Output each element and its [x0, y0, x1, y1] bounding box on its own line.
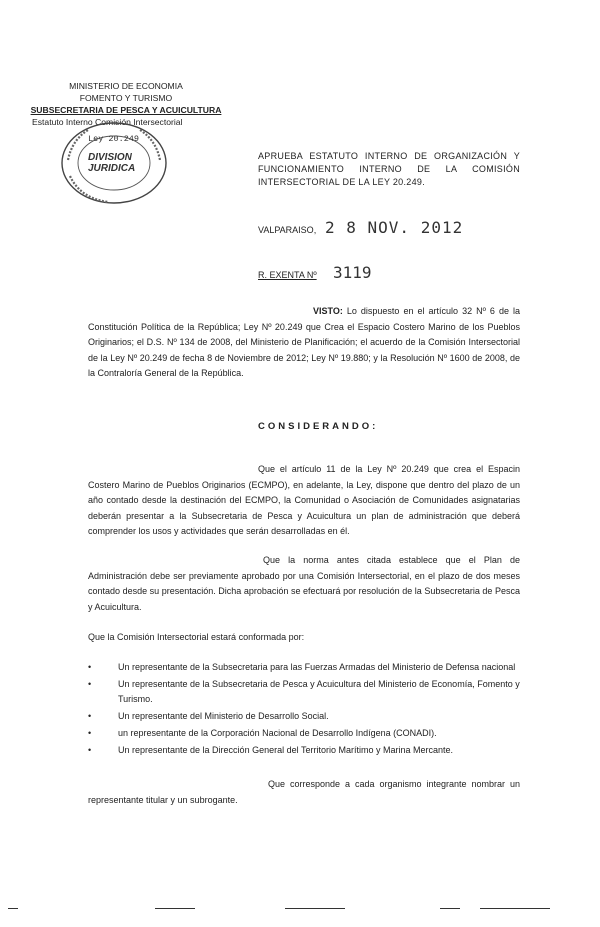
document-title: APRUEBA ESTATUTO INTERNO DE ORGANIZACIÓN Y FUNCIONAMIENTO INTERNO DE LA COMISIÓN INTERSECTORIAL DE LA LEY 20.249.: [258, 151, 520, 187]
footer-divider: [440, 908, 460, 909]
bullet-icon: •: [88, 711, 92, 721]
visto-label: VISTO:: [313, 306, 343, 316]
list-item: [88, 709, 528, 724]
visto-text: Lo dispuesto en el artículo 32 Nº 6 de la Constitución Política de la República; Ley Nº 20.249 que Crea el Espacio Costero Marino de los Pueblos Originarios; el D.S. Nº 134 de 2008, del Ministerio de Planificación; el acuerdo de la Comisión Intersectorial de la Ley Nº 20.249 de fecha 8 de Noviembre de 2012; Ley Nº 19.880; y la Resolución Nº 1600 de 2008, de la Contraloría General de la República.: [88, 306, 520, 378]
footer-divider: [285, 908, 345, 909]
date-handwritten: 2 8 NOV. 2012: [325, 218, 464, 237]
list-item-text: Un representante de la Dirección General del Territorio Marítimo y Marina Mercante.: [118, 745, 453, 755]
list-item-text: un representante de la Corporación Nacional de Desarrollo Indígena (CONADI).: [118, 728, 437, 738]
bullet-icon: •: [88, 745, 92, 755]
resolution-number: 3119: [333, 263, 372, 282]
footer-divider: [8, 908, 18, 909]
considerando-paragraph-3: Que la Comisión Intersectorial estará conformada por:: [88, 632, 305, 642]
stamp-division-text: [88, 152, 148, 174]
bullet-icon: •: [88, 662, 92, 672]
stamp-division-word: DIVISION: [88, 152, 132, 163]
list-item: [88, 726, 528, 741]
list-item-text: Un representante de la Subsecretaria de Pesca y Acuicultura del Ministerio de Economía, Fomento y Turismo.: [118, 679, 520, 704]
subsecretaria-line: SUBSECRETARIA DE PESCA Y ACUICULTURA: [30, 105, 222, 115]
list-item: [88, 677, 528, 707]
bullet-icon: •: [88, 679, 92, 689]
considerando-paragraph-2: Que la norma antes citada establece que el Plan de Administración debe ser previamente aprobado por una Comisión Intersectorial, en el plazo de dos meses contado desde su presentación. Dicha aprobación se efectuará por resolución de la Subsecretaria de Pesca y Acuicultura.: [88, 555, 520, 612]
footer-divider: [480, 908, 550, 909]
commission-members-list: [88, 660, 528, 760]
date-place: VALPARAISO,: [258, 225, 317, 235]
bullet-icon: •: [88, 728, 92, 738]
considerando-paragraph-1: Que el artículo 11 de la Ley Nº 20.249 que crea el Espacin Costero Marino de Pueblos Originarios (ECMPO), en adelante, la Ley, dispone que dentro del plazo de un año contado desde la destinación del ECMPO, la Comunidad o Asociación de Comunidades asignatarias deberán presentar a la Subsecretaria de Pesca y Acuicultura un plan de administración que deberá comprender los usos y actividades que serán desarrolladas en él.: [88, 464, 520, 536]
ministry-line-2: FOMENTO Y TURISMO: [79, 93, 173, 103]
stamp-ley-text: Ley 20.249: [88, 134, 140, 144]
list-item: [88, 660, 528, 675]
document-subject-line: Estatuto Interno Comisión Intersectorial: [32, 117, 183, 127]
footer-divider: [155, 908, 195, 909]
considerando-paragraph-final: Que corresponde a cada organismo integrante nombrar un representante titular y un subrogante.: [88, 779, 520, 805]
ministry-line-1: MINISTERIO DE ECONOMIA: [69, 81, 183, 91]
resolution-label: R. EXENTA Nº: [258, 270, 317, 280]
list-item-text: Un representante de la Subsecretaria para las Fuerzas Armadas del Ministerio de Defensa nacional: [118, 662, 516, 672]
considerando-heading: CONSIDERANDO:: [258, 421, 379, 432]
stamp-juridica-word: JURIDICA: [88, 163, 136, 174]
visto-paragraph: [88, 304, 520, 382]
list-item-text: Un representante del Ministerio de Desarrollo Social.: [118, 711, 329, 721]
list-item: [88, 743, 528, 758]
